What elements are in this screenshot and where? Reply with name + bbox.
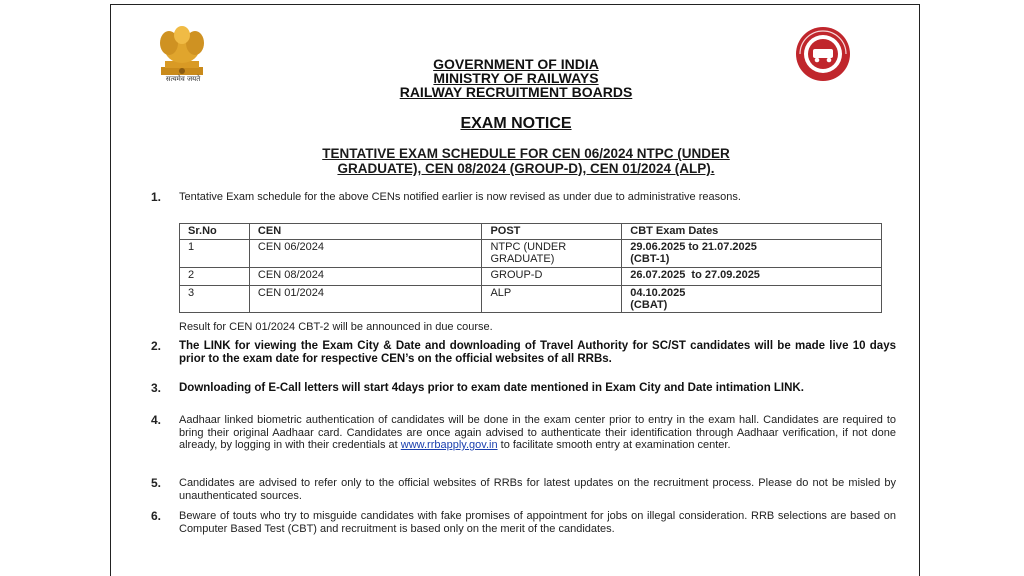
cell-date-line: 26.07.2025 to 27.09.2025 <box>630 269 760 281</box>
header-post: POST <box>482 224 622 240</box>
cell-srno: 3 <box>180 286 250 313</box>
header-dates: CBT Exam Dates <box>622 224 882 240</box>
item-text-before-link: Aadhaar linked biometric authentication of candidates will be done in the exam center prior to entry in the exam hall. Candidates are required to bring their original Aadhaar card. Candidates are once again advised to authenticate their identification through Aadhaar verification, if not done already, by logging in with their credentials at <box>179 414 896 451</box>
cell-dates <box>622 286 882 313</box>
cell-date-line: 29.06.2025 to 21.07.2025 <box>630 241 757 253</box>
item-number: 4. <box>151 413 162 427</box>
cell-post <box>482 286 622 313</box>
item-text: Beware of touts who try to misguide candidates with fake promises of appointment for jobs on illegal consideration. RRB selections are based on Computer Based Test (CBT) and recruitment is based only on the merit of the candidates. <box>179 510 896 535</box>
cell-srno: 2 <box>180 268 250 286</box>
cell-cen: CEN 01/2024 <box>249 286 482 313</box>
item-number: 5. <box>151 476 162 490</box>
notice-item-5 <box>151 477 896 502</box>
item-text-after-link: to facilitate smooth entry at examination center. <box>500 439 731 451</box>
cell-date-line: (CBAT) <box>630 299 668 311</box>
table-row <box>180 286 882 313</box>
header-rrb: RAILWAY RECRUITMENT BOARDS <box>399 84 633 100</box>
table-row <box>180 268 882 286</box>
item-text <box>179 414 896 452</box>
notice-item-6 <box>151 510 896 535</box>
cell-dates <box>622 268 882 286</box>
exam-schedule-table <box>179 223 882 313</box>
cell-post-line: GRADUATE) <box>490 253 555 265</box>
cell-srno: 1 <box>180 240 250 268</box>
item-text: Candidates are advised to refer only to the official websites of RRBs for latest updates on the recruitment process. Please do not be misled by unauthenticated sources. <box>179 477 896 502</box>
notice-page <box>110 4 920 576</box>
exam-notice-title: EXAM NOTICE <box>460 115 572 132</box>
cell-cen: CEN 08/2024 <box>249 268 482 286</box>
emblem-caption: सत्यमेव जयते <box>165 75 201 83</box>
cell-post-line: ALP <box>490 287 512 299</box>
header-srno: Sr.No <box>180 224 250 240</box>
cell-date-line: 04.10.2025 <box>630 287 686 299</box>
cell-post <box>482 240 622 268</box>
result-note: Result for CEN 01/2024 CBT-2 will be announced in due course. <box>179 321 493 333</box>
subtitle-line-1: TENTATIVE EXAM SCHEDULE FOR CEN 06/2024 NTPC (UNDER <box>322 146 730 161</box>
notice-item-4 <box>151 414 896 452</box>
item-text: Tentative Exam schedule for the above CENs notified earlier is now revised as under due to administrative reasons. <box>179 191 741 203</box>
subtitle-line-2: GRADUATE), CEN 08/2024 (GROUP-D), CEN 01/2024 (ALP). <box>337 161 715 176</box>
header-cen: CEN <box>249 224 482 240</box>
cell-date-line: (CBT-1) <box>630 253 670 265</box>
item-number: 6. <box>151 509 162 523</box>
header-government: GOVERNMENT OF INDIA <box>433 56 599 72</box>
notice-item-2 <box>151 340 896 366</box>
item-number: 3. <box>151 381 162 395</box>
cell-post-line: GROUP-D <box>490 269 543 281</box>
table-row <box>180 240 882 268</box>
header-ministry: MINISTRY OF RAILWAYS <box>433 70 599 86</box>
item-number: 2. <box>151 339 162 353</box>
cell-cen: CEN 06/2024 <box>249 240 482 268</box>
item-number: 1. <box>151 190 162 204</box>
cell-post-line: NTPC (UNDER <box>490 241 567 253</box>
cell-dates <box>622 240 882 268</box>
rrbapply-link[interactable]: www.rrbapply.gov.in <box>400 439 498 451</box>
notice-item-1 <box>151 191 896 204</box>
item-text: Downloading of E-Call letters will start 4days prior to exam date mentioned in Exam City and Date intimation LINK. <box>179 382 804 394</box>
notice-item-3 <box>151 382 896 395</box>
table-header-row <box>180 224 882 240</box>
item-text: The LINK for viewing the Exam City & Date and downloading of Travel Authority for SC/ST candidates will be made live 10 days prior to the exam date for respective CEN’s on the official websites of all RRBs. <box>179 340 896 365</box>
cell-post <box>482 268 622 286</box>
